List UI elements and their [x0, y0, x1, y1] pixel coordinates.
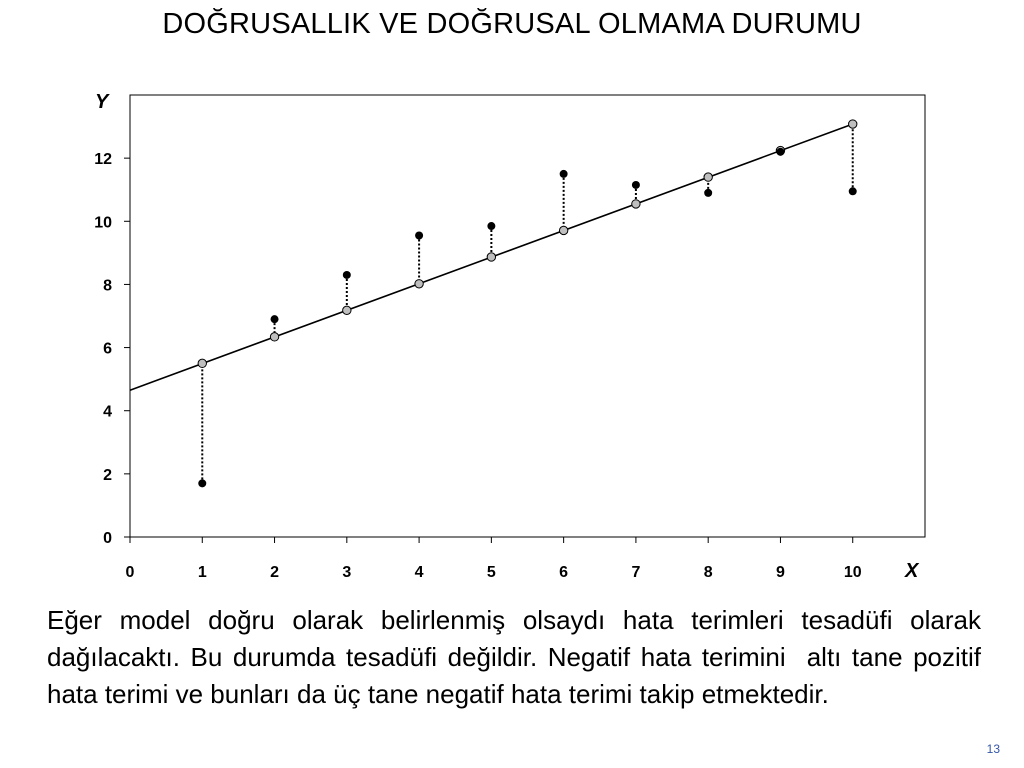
- fitted-point: [270, 333, 278, 341]
- y-tick-label: 4: [103, 403, 112, 421]
- y-tick-label: 12: [94, 151, 112, 169]
- x-tick-label: 8: [703, 564, 713, 581]
- x-axis-label: X: [905, 560, 919, 582]
- x-tick-label: 7: [631, 564, 641, 581]
- x-tick-label: 10: [843, 564, 862, 581]
- axes: [94, 151, 862, 581]
- y-tick-label: 0: [103, 530, 112, 547]
- x-tick-label: 6: [559, 564, 569, 581]
- observed-point: [776, 148, 784, 156]
- observed-point: [560, 170, 568, 178]
- y-tick-label: 8: [103, 277, 112, 295]
- observed-point: [271, 315, 279, 323]
- fitted-point: [487, 253, 495, 261]
- observed-point: [704, 189, 712, 197]
- slide-title: DOĞRUSALLIK VE DOĞRUSAL OLMAMA DURUMU: [162, 8, 862, 40]
- y-tick-label: 2: [103, 466, 112, 484]
- fitted-point: [559, 226, 567, 234]
- explanation-text: Eğer model doğru olarak belirlenmiş olsaydı hata terimleri tesadüfi olarak dağılacaktı. Bu durumda tesadüfi değildir. Negatif hata terimini altı tane pozitif hata terimi ve bunları da üç tane negatif hata terimi takip etmektedir.: [47, 605, 989, 709]
- observed-point: [632, 181, 640, 189]
- observed-point: [415, 231, 423, 239]
- y-tick-label: 10: [94, 214, 112, 232]
- observed-point: [198, 479, 206, 487]
- points: [198, 120, 857, 487]
- observed-point: [849, 187, 857, 195]
- x-tick-label: 2: [270, 564, 279, 581]
- fitted-point: [415, 280, 423, 288]
- x-tick-label: 1: [197, 564, 207, 581]
- plot-frame: [130, 95, 925, 537]
- x-tick-label: 9: [776, 564, 785, 581]
- page-number: 13: [986, 742, 1000, 756]
- y-tick-label: 6: [103, 340, 112, 358]
- observed-point: [343, 271, 351, 279]
- observed-point: [487, 222, 495, 230]
- x-tick-label: 4: [414, 564, 424, 581]
- fitted-point: [704, 173, 712, 181]
- fitted-point: [343, 306, 351, 314]
- residual-lines: [202, 124, 852, 483]
- fitted-point: [198, 359, 206, 367]
- y-axis-label: Y: [95, 91, 109, 113]
- x-tick-label: 3: [342, 564, 352, 581]
- fitted-point: [849, 120, 857, 128]
- fitted-point: [632, 200, 640, 208]
- x-tick-label: 0: [125, 564, 135, 581]
- x-tick-label: 5: [486, 564, 496, 581]
